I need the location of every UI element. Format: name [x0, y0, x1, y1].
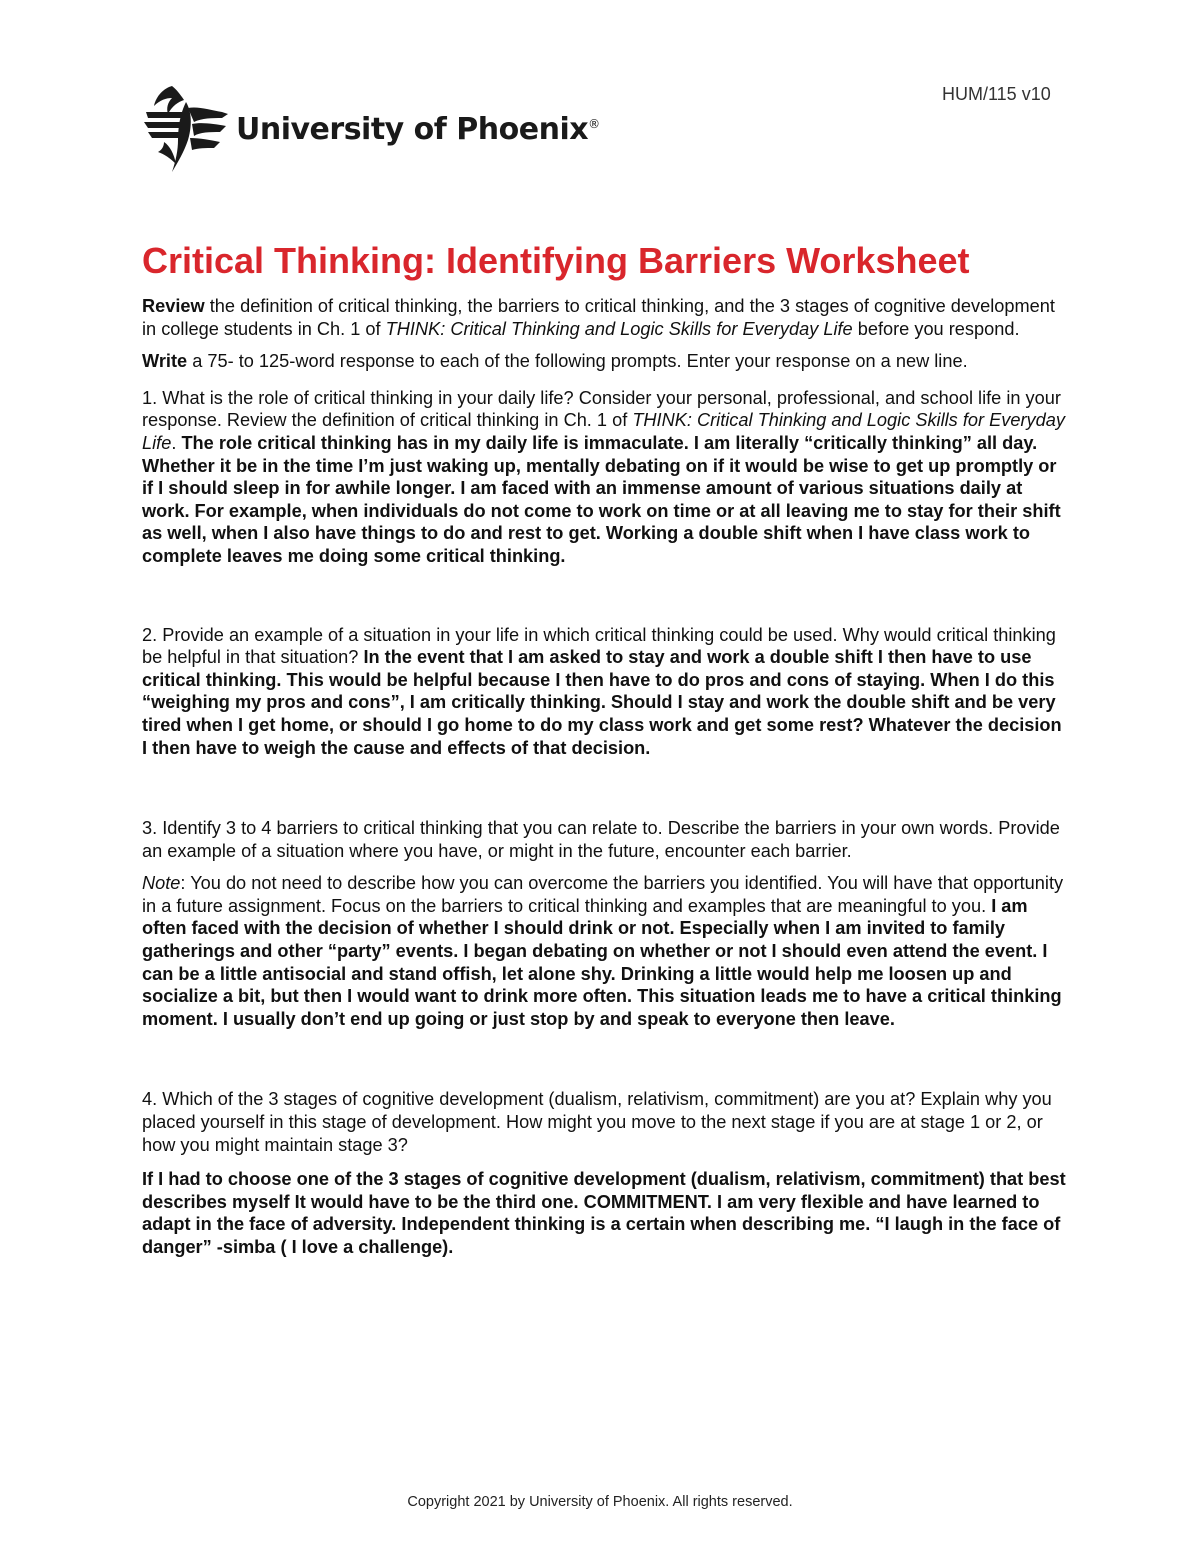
question-4 — [142, 1088, 1067, 1156]
write-text: a 75- to 125-word response to each of the following prompts. Enter your response on a new line. — [187, 351, 968, 372]
question-3 — [142, 817, 1067, 862]
phoenix-bird-icon — [142, 82, 230, 176]
course-code: HUM/115 v10 — [942, 84, 1051, 104]
university-logo — [142, 82, 600, 176]
book-title: THINK: Critical Thinking and Logic Skills for Everyday Life — [385, 318, 853, 339]
intro-review — [142, 295, 1067, 340]
worksheet-title: Critical Thinking: Identifying Barriers Worksheet — [142, 240, 970, 281]
review-end: before you respond. — [852, 318, 1020, 339]
q3-answer: I am often faced with the decision of whether I should drink or not. Especially when I am invited to family gatherings and other “party” events. I began debating on whether or not I should even attend the event. I can be a little antisocial and stand offish, let alone shy. Drinking a little would help me loosen up and socialize a bit, but then I would want to drink more often. This situation leads me to have a critical thinking moment. I usually don’t end up going or just stop by and speak to everyone then leave. — [142, 895, 1062, 1029]
question-1 — [142, 387, 1067, 568]
worksheet-body — [142, 295, 1067, 1259]
q4-prompt: 4. Which of the 3 stages of cognitive development (dualism, relativism, commitment) are you at? Explain why you placed yourself in this stage of development. How might you move to the next stage if you are at stage 1 or 2, or how you might maintain stage 3? — [142, 1089, 1052, 1155]
q1-prompt: 1. What is the role of critical thinking in your daily life? Consider your personal, professional, and school life in your response. Review the definition of critical thinking in Ch. 1 of — [142, 387, 1061, 431]
note-label: Note — [142, 873, 181, 894]
q4-answer: If I had to choose one of the 3 stages of cognitive development (dualism, relativism, commitment) that best describes myself It would have to be the third one. COMMITMENT. I am very flexible and have learned to adapt in the face of adversity. Independent thinking is a certain when describing me. “I laugh in the face of danger” -simba ( I love a challenge). — [142, 1169, 1066, 1257]
note-text: : You do not need to describe how you can overcome the barriers you identified. You will have that opportunity in a future assignment. Focus on the barriers to critical thinking and examples that are meaningful to you. — [142, 873, 1064, 916]
q1-prompt-end: . — [171, 432, 182, 453]
write-label: Write — [142, 351, 188, 372]
q3-prompt: 3. Identify 3 to 4 barriers to critical thinking that you can relate to. Describe the barriers in your own words. Provide an example of a situation where you have, or might in the future, encounter each barrier. — [142, 818, 1060, 861]
q2-answer: In the event that I am asked to stay and work a double shift I then have to use critical thinking. This would be helpful because I then have to do pros and cons of staying. When I do this “weighing my pros and cons”, I am critically thinking. Should I stay and work the double shift and be very tired when I get home, or should I go home to do my class work and get some rest? Whatever the decision I then have to weigh the cause and effects of that decision. — [142, 647, 1062, 758]
q1-book-title: THINK: Critical Thinking and Logic Skills for Everyday Life — [142, 410, 1065, 453]
logo-wordmark-text: University of Phoenix — [236, 111, 589, 147]
intro-write — [142, 350, 1067, 373]
question-3-note — [142, 872, 1067, 1030]
review-text: the definition of critical thinking, the barriers to critical thinking, and the 3 stages of cognitive development in college students in Ch. 1 of — [142, 296, 1055, 339]
logo-wordmark — [236, 112, 600, 147]
registered-mark: ® — [588, 116, 600, 131]
copyright-footer: Copyright 2021 by University of Phoenix. All rights reserved. — [407, 1494, 793, 1510]
review-label: Review — [142, 296, 205, 316]
q1-answer: The role critical thinking has in my daily life is immaculate. I am literally “critically thinking” all day. Whether it be in the time I’m just waking up, mentally debating on if it would be wise to get up promptly or if I should sleep in for awhile longer. I am faced with an immense amount of various situations daily at work. For example, when individuals do not come to work on time or at all leaving me to stay for their shift as well, when I also have things to do and rest to get. Working a double shift when I have class work to complete leaves me doing some critical thinking. — [142, 432, 1061, 566]
question-2 — [142, 624, 1067, 760]
q2-prompt: 2. Provide an example of a situation in your life in which critical thinking could be used. Why would critical thinking be helpful in that situation? — [142, 624, 1056, 668]
